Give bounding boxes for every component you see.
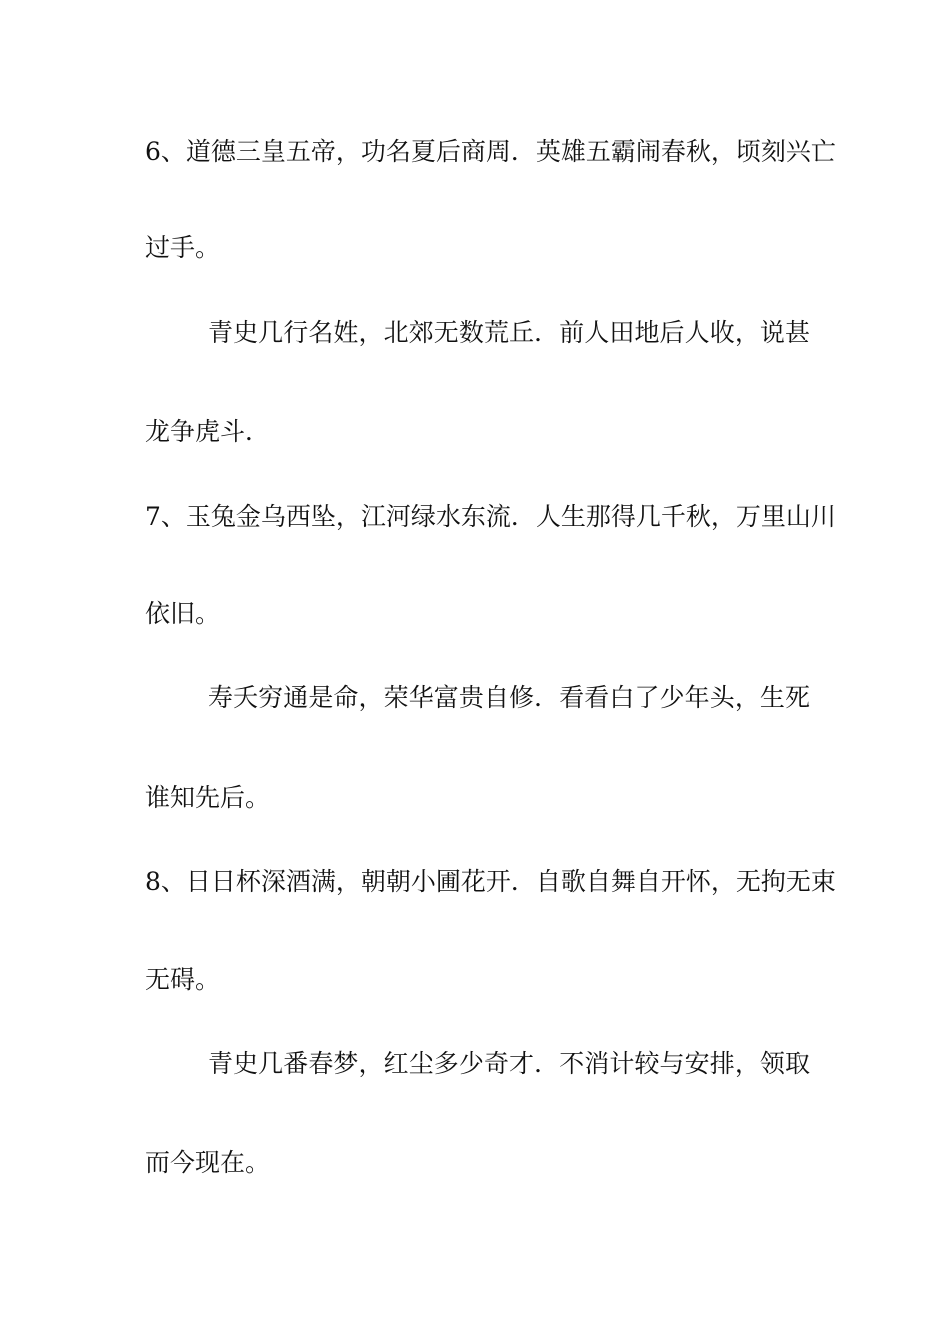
poem-7-line-3: 寿夭穷通是命，荣华富贵自修．看看白了少年头，生死 [208,683,810,712]
poem-8-line-1: 8、日日杯深酒满，朝朝小圃花开．自歌自舞自开怀，无拘无束 [145,867,836,896]
poem-6-line-4: 龙争虎斗． [145,417,271,446]
poem-6-line-1: 6、道德三皇五帝，功名夏后商周．英雄五霸闹春秋，顷刻兴亡 [145,137,836,166]
poem-7-line-4: 谁知先后。 [145,783,271,812]
poem-8-line-4: 而今现在。 [145,1148,271,1177]
poem-8-line-3: 青史几番春梦，红尘多少奇才．不消计较与安排，领取 [208,1049,810,1078]
poem-7-line-2: 依旧。 [145,599,221,628]
poem-6-line-3: 青史几行名姓，北郊无数荒丘．前人田地后人收，说甚 [208,318,810,347]
poem-7-line-1: 7、玉兔金乌西坠，江河绿水东流．人生那得几千秋，万里山川 [145,502,836,531]
poem-8-line-2: 无碍。 [145,965,221,994]
poem-6-line-2: 过手。 [145,233,221,262]
